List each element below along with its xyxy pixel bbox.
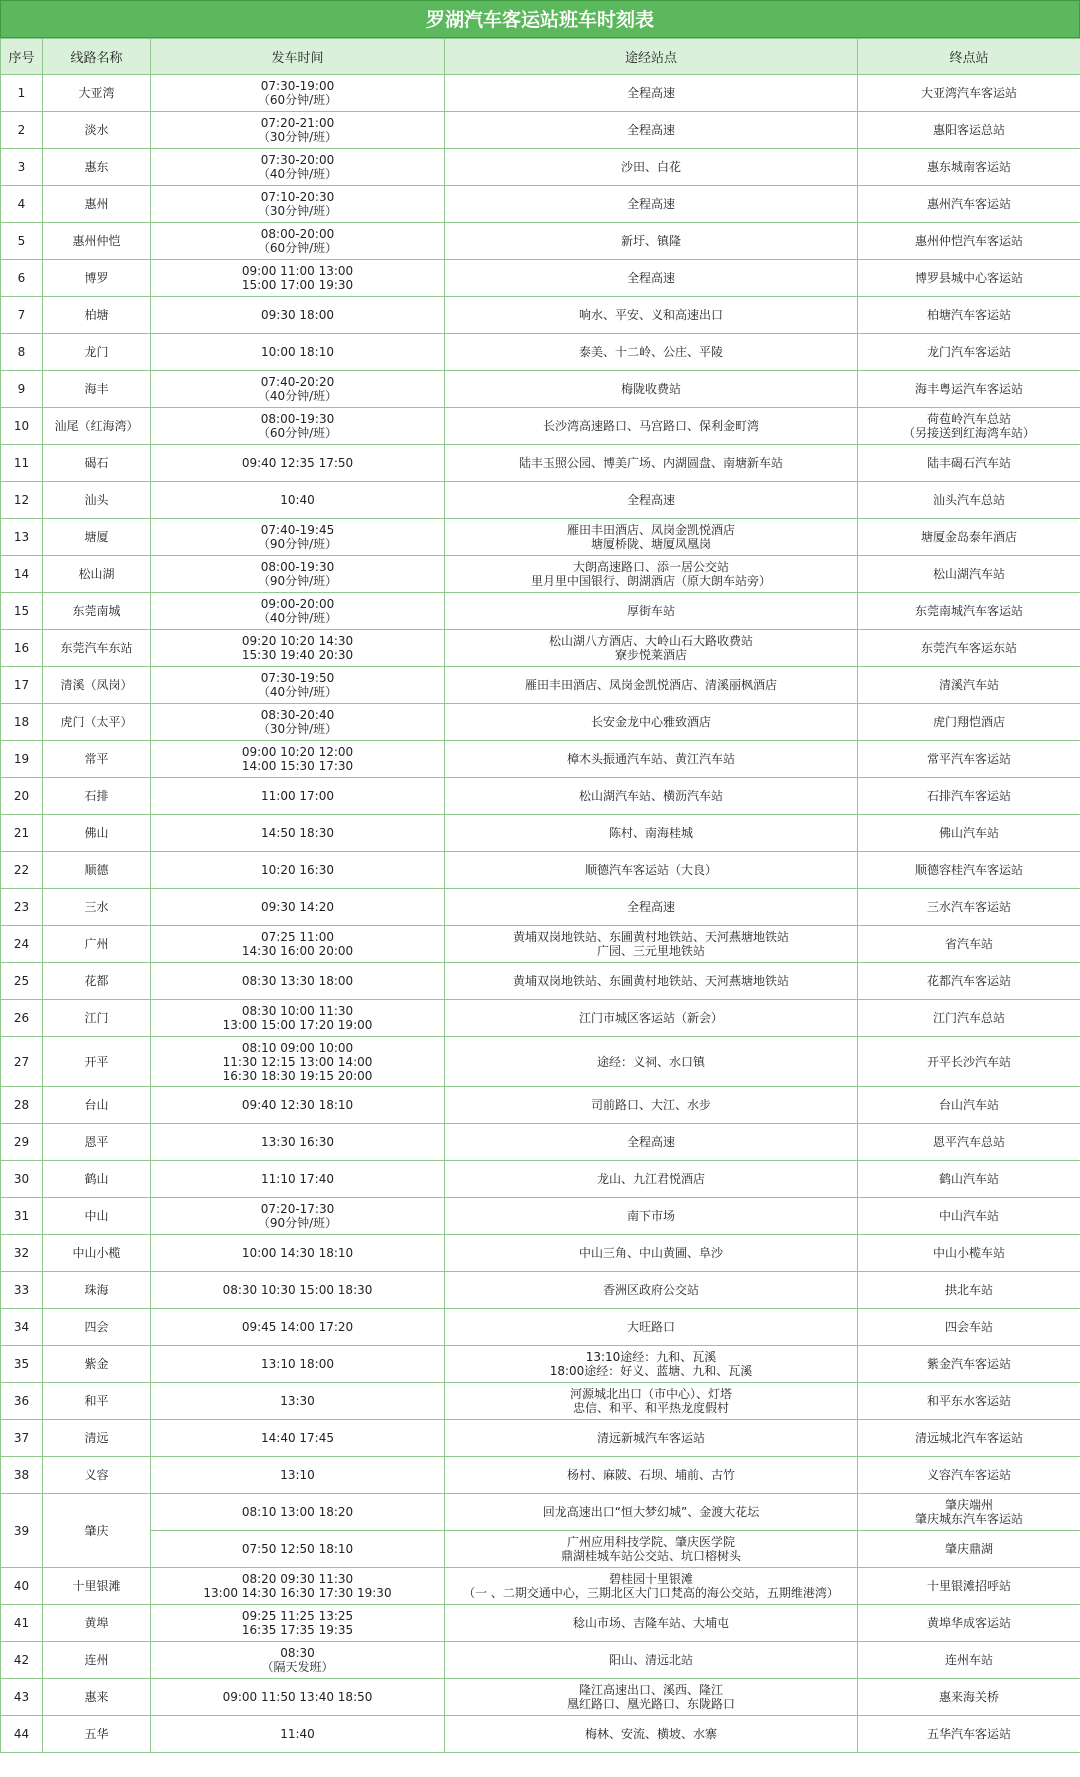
cell-route-name: 虎门（太平）: [43, 704, 151, 741]
cell-terminal: 常平汽车客运站: [858, 741, 1080, 778]
cell-no: 2: [1, 112, 43, 149]
table-row: [1, 1198, 1080, 1235]
cell-route-name: 龙门: [43, 334, 151, 371]
table-row: [1, 704, 1080, 741]
cell-terminal: 三水汽车客运站: [858, 889, 1080, 926]
cell-route-name: 开平: [43, 1037, 151, 1087]
table-row: [1, 186, 1080, 223]
cell-no: 35: [1, 1346, 43, 1383]
cell-via-stops: 雁田丰田酒店、凤岗金凯悦酒店、清溪丽枫酒店: [445, 667, 858, 704]
table-row: [1, 852, 1080, 889]
cell-route-name: 中山: [43, 1198, 151, 1235]
cell-departure-time: 07:30-20:00 （40分钟/班）: [151, 149, 445, 186]
cell-via-stops: 松山湖八方酒店、大岭山石大路收费站 寮步悦莱酒店: [445, 630, 858, 667]
cell-terminal: 柏塘汽车客运站: [858, 297, 1080, 334]
cell-terminal: 肇庆端州 肇庆城东汽车客运站: [858, 1494, 1080, 1531]
table-row: [1, 1605, 1080, 1642]
page-title: 罗湖汽车客运站班车时刻表: [0, 0, 1080, 38]
cell-departure-time: 08:00-19:30 （90分钟/班）: [151, 556, 445, 593]
cell-no: 20: [1, 778, 43, 815]
cell-departure-time: 07:20-21:00 （30分钟/班）: [151, 112, 445, 149]
table-row: [1, 297, 1080, 334]
cell-terminal: 开平长沙汽车站: [858, 1037, 1080, 1087]
table-row: [1, 408, 1080, 445]
cell-departure-time: 13:10 18:00: [151, 1346, 445, 1383]
cell-departure-time: 10:40: [151, 482, 445, 519]
cell-terminal: 拱北车站: [858, 1272, 1080, 1309]
cell-departure-time: 07:10-20:30 （30分钟/班）: [151, 186, 445, 223]
cell-terminal: 汕头汽车总站: [858, 482, 1080, 519]
cell-via-stops: 梅陇收费站: [445, 371, 858, 408]
table-row: [1, 1235, 1080, 1272]
cell-no: 32: [1, 1235, 43, 1272]
cell-no: 9: [1, 371, 43, 408]
header-row: [1, 39, 1080, 75]
cell-via-stops: 稔山市场、吉隆车站、大埔屯: [445, 1605, 858, 1642]
cell-terminal: 黄埠华成客运站: [858, 1605, 1080, 1642]
cell-terminal: 肇庆鼎湖: [858, 1531, 1080, 1568]
table-row: [1, 630, 1080, 667]
cell-route-name: 顺德: [43, 852, 151, 889]
cell-no: 33: [1, 1272, 43, 1309]
cell-terminal: 恩平汽车总站: [858, 1124, 1080, 1161]
cell-departure-time: 13:30 16:30: [151, 1124, 445, 1161]
cell-departure-time: 07:20-17:30 （90分钟/班）: [151, 1198, 445, 1235]
cell-no: 13: [1, 519, 43, 556]
cell-departure-time: 08:30 10:30 15:00 18:30: [151, 1272, 445, 1309]
cell-departure-time: 09:30 18:00: [151, 297, 445, 334]
table-row: [1, 1000, 1080, 1037]
cell-no: 29: [1, 1124, 43, 1161]
cell-via-stops: 全程高速: [445, 889, 858, 926]
table-row: [1, 482, 1080, 519]
cell-route-name: 黄埠: [43, 1605, 151, 1642]
cell-terminal: 塘厦金岛泰年酒店: [858, 519, 1080, 556]
cell-via-stops: 河源城北出口（市中心）、灯塔 忠信、和平、和平热龙度假村: [445, 1383, 858, 1420]
cell-route-name: 五华: [43, 1716, 151, 1753]
table-row: [1, 149, 1080, 186]
cell-no: 11: [1, 445, 43, 482]
cell-no: 16: [1, 630, 43, 667]
cell-no: 28: [1, 1087, 43, 1124]
cell-route-name: 紫金: [43, 1346, 151, 1383]
cell-via-stops: 新圩、镇隆: [445, 223, 858, 260]
header-route: 线路名称: [43, 39, 151, 75]
cell-route-name: 珠海: [43, 1272, 151, 1309]
cell-departure-time: 08:30 13:30 18:00: [151, 963, 445, 1000]
cell-via-stops: 泰美、十二岭、公庄、平陵: [445, 334, 858, 371]
cell-route-name: 清溪（凤岗）: [43, 667, 151, 704]
cell-terminal: 海丰粤运汽车客运站: [858, 371, 1080, 408]
table-row: [1, 889, 1080, 926]
cell-departure-time: 08:20 09:30 11:30 13:00 14:30 16:30 17:30 19:30: [151, 1568, 445, 1605]
cell-via-stops: 樟木头振通汽车站、黄江汽车站: [445, 741, 858, 778]
cell-route-name: 佛山: [43, 815, 151, 852]
cell-terminal: 石排汽车客运站: [858, 778, 1080, 815]
cell-route-name: 石排: [43, 778, 151, 815]
cell-route-name: 台山: [43, 1087, 151, 1124]
cell-route-name: 花都: [43, 963, 151, 1000]
table-row: [1, 667, 1080, 704]
table-row: [1, 1272, 1080, 1309]
cell-route-name: 淡水: [43, 112, 151, 149]
table-row: [1, 223, 1080, 260]
table-row: [1, 1494, 1080, 1531]
cell-via-stops: 松山湖汽车站、横沥汽车站: [445, 778, 858, 815]
header-via: 途经站点: [445, 39, 858, 75]
cell-departure-time: 08:10 09:00 10:00 11:30 12:15 13:00 14:00 16:30 18:30 19:15 20:00: [151, 1037, 445, 1087]
cell-no: 7: [1, 297, 43, 334]
cell-route-name: 三水: [43, 889, 151, 926]
cell-no: 27: [1, 1037, 43, 1087]
cell-terminal: 佛山汽车站: [858, 815, 1080, 852]
cell-no: 25: [1, 963, 43, 1000]
cell-route-name: 柏塘: [43, 297, 151, 334]
cell-terminal: 台山汽车站: [858, 1087, 1080, 1124]
cell-via-stops: 大朗高速路口、添一居公交站 里月里中国银行、朗湖酒店（原大朗车站旁）: [445, 556, 858, 593]
table-row: [1, 556, 1080, 593]
cell-departure-time: 14:50 18:30: [151, 815, 445, 852]
table-row: [1, 1420, 1080, 1457]
cell-departure-time: 08:00-20:00 （60分钟/班）: [151, 223, 445, 260]
cell-route-name: 博罗: [43, 260, 151, 297]
table-row: [1, 1346, 1080, 1383]
table-row: [1, 1161, 1080, 1198]
cell-via-stops: 大旺路口: [445, 1309, 858, 1346]
cell-terminal: 花都汽车客运站: [858, 963, 1080, 1000]
cell-via-stops: 长安金龙中心雅致酒店: [445, 704, 858, 741]
table-row: [1, 112, 1080, 149]
cell-departure-time: 08:00-19:30 （60分钟/班）: [151, 408, 445, 445]
cell-departure-time: 09:00 10:20 12:00 14:00 15:30 17:30: [151, 741, 445, 778]
cell-departure-time: 07:30-19:00 （60分钟/班）: [151, 75, 445, 112]
cell-no: 6: [1, 260, 43, 297]
cell-departure-time: 11:40: [151, 1716, 445, 1753]
cell-terminal: 惠东城南客运站: [858, 149, 1080, 186]
cell-no: 26: [1, 1000, 43, 1037]
cell-route-name: 中山小榄: [43, 1235, 151, 1272]
header-dest: 终点站: [858, 39, 1080, 75]
cell-route-name: 义容: [43, 1457, 151, 1494]
cell-route-name: 连州: [43, 1642, 151, 1679]
cell-via-stops: 回龙高速出口“恒大梦幻城”、金渡大花坛: [445, 1494, 858, 1531]
cell-departure-time: 10:20 16:30: [151, 852, 445, 889]
cell-route-name: 汕头: [43, 482, 151, 519]
table-row: [1, 260, 1080, 297]
cell-via-stops: 顺德汽车客运站（大良）: [445, 852, 858, 889]
cell-via-stops: 江门市城区客运站（新会）: [445, 1000, 858, 1037]
cell-departure-time: 09:40 12:35 17:50: [151, 445, 445, 482]
cell-route-name: 大亚湾: [43, 75, 151, 112]
cell-route-name: 惠东: [43, 149, 151, 186]
cell-departure-time: 07:40-20:20 （40分钟/班）: [151, 371, 445, 408]
cell-terminal: 中山汽车站: [858, 1198, 1080, 1235]
cell-via-stops: 陈村、南海桂城: [445, 815, 858, 852]
cell-route-name: 和平: [43, 1383, 151, 1420]
table-row: [1, 1642, 1080, 1679]
cell-no: 17: [1, 667, 43, 704]
cell-via-stops: 阳山、清远北站: [445, 1642, 858, 1679]
cell-no: 4: [1, 186, 43, 223]
cell-departure-time: 09:00 11:00 13:00 15:00 17:00 19:30: [151, 260, 445, 297]
cell-via-stops: 响水、平安、义和高速出口: [445, 297, 858, 334]
cell-no: 44: [1, 1716, 43, 1753]
table-row: [1, 1037, 1080, 1087]
cell-via-stops: 途经：义祠、水口镇: [445, 1037, 858, 1087]
cell-via-stops: 雁田丰田酒店、凤岗金凯悦酒店 塘厦桥陇、塘厦凤凰岗: [445, 519, 858, 556]
cell-via-stops: 全程高速: [445, 75, 858, 112]
header-no: 序号: [1, 39, 43, 75]
cell-no: 5: [1, 223, 43, 260]
cell-route-name: 惠来: [43, 1679, 151, 1716]
cell-route-name: 肇庆: [43, 1494, 151, 1568]
cell-no: 38: [1, 1457, 43, 1494]
cell-no: 3: [1, 149, 43, 186]
table-row: [1, 815, 1080, 852]
cell-terminal: 惠州仲恺汽车客运站: [858, 223, 1080, 260]
cell-departure-time: 07:25 11:00 14:30 16:00 20:00: [151, 926, 445, 963]
table-row: [1, 1716, 1080, 1753]
cell-terminal: 博罗县城中心客运站: [858, 260, 1080, 297]
cell-via-stops: 沙田、白花: [445, 149, 858, 186]
cell-via-stops: 厚街车站: [445, 593, 858, 630]
table-row: [1, 741, 1080, 778]
cell-via-stops: 梅林、安流、横坡、水寨: [445, 1716, 858, 1753]
cell-via-stops: 全程高速: [445, 260, 858, 297]
table-row: [1, 519, 1080, 556]
cell-no: 40: [1, 1568, 43, 1605]
cell-no: 37: [1, 1420, 43, 1457]
cell-terminal: 惠来海关桥: [858, 1679, 1080, 1716]
cell-departure-time: 09:40 12:30 18:10: [151, 1087, 445, 1124]
cell-departure-time: 07:40-19:45 （90分钟/班）: [151, 519, 445, 556]
cell-terminal: 松山湖汽车站: [858, 556, 1080, 593]
cell-terminal: 惠州汽车客运站: [858, 186, 1080, 223]
cell-no: 41: [1, 1605, 43, 1642]
table-body: [1, 75, 1080, 1753]
cell-departure-time: 13:10: [151, 1457, 445, 1494]
cell-terminal: 紫金汽车客运站: [858, 1346, 1080, 1383]
cell-terminal: 四会车站: [858, 1309, 1080, 1346]
cell-route-name: 江门: [43, 1000, 151, 1037]
cell-via-stops: 杨村、麻陂、石坝、埔前、古竹: [445, 1457, 858, 1494]
cell-via-stops: 长沙湾高速路口、马宫路口、保利金町湾: [445, 408, 858, 445]
cell-terminal: 鹤山汽车站: [858, 1161, 1080, 1198]
cell-route-name: 四会: [43, 1309, 151, 1346]
table-row: [1, 1124, 1080, 1161]
cell-route-name: 恩平: [43, 1124, 151, 1161]
cell-terminal: 中山小榄车站: [858, 1235, 1080, 1272]
cell-no: 31: [1, 1198, 43, 1235]
schedule-table: [0, 38, 1080, 1753]
cell-route-name: 广州: [43, 926, 151, 963]
cell-departure-time: 10:00 14:30 18:10: [151, 1235, 445, 1272]
cell-terminal: 大亚湾汽车客运站: [858, 75, 1080, 112]
cell-no: 34: [1, 1309, 43, 1346]
cell-route-name: 常平: [43, 741, 151, 778]
cell-no: 12: [1, 482, 43, 519]
cell-via-stops: 全程高速: [445, 482, 858, 519]
table-row: [1, 1383, 1080, 1420]
cell-via-stops: 黄埔双岗地铁站、东圃黄村地铁站、天河燕塘地铁站: [445, 963, 858, 1000]
cell-via-stops: 龙山、九江君悦酒店: [445, 1161, 858, 1198]
cell-no: 30: [1, 1161, 43, 1198]
table-row: [1, 1087, 1080, 1124]
cell-terminal: 龙门汽车客运站: [858, 334, 1080, 371]
cell-via-stops: 全程高速: [445, 1124, 858, 1161]
cell-departure-time: 09:20 10:20 14:30 15:30 19:40 20:30: [151, 630, 445, 667]
cell-no: 18: [1, 704, 43, 741]
cell-via-stops: 南下市场: [445, 1198, 858, 1235]
cell-departure-time: 14:40 17:45: [151, 1420, 445, 1457]
cell-route-name: 东莞南城: [43, 593, 151, 630]
cell-terminal: 东莞南城汽车客运站: [858, 593, 1080, 630]
cell-departure-time: 09:25 11:25 13:25 16:35 17:35 19:35: [151, 1605, 445, 1642]
cell-route-name: 清远: [43, 1420, 151, 1457]
table-row: [1, 75, 1080, 112]
cell-via-stops: 黄埔双岗地铁站、东圃黄村地铁站、天河燕塘地铁站 广园、三元里地铁站: [445, 926, 858, 963]
cell-route-name: 松山湖: [43, 556, 151, 593]
cell-no: 10: [1, 408, 43, 445]
cell-route-name: 汕尾（红海湾）: [43, 408, 151, 445]
cell-route-name: 塘厦: [43, 519, 151, 556]
cell-departure-time: 07:30-19:50 （40分钟/班）: [151, 667, 445, 704]
table-row: [1, 926, 1080, 963]
cell-via-stops: 碧桂园十里银滩 （一 、二期交通中心，三期北区大门口梵高的海公交站，五期维港湾）: [445, 1568, 858, 1605]
cell-no: 14: [1, 556, 43, 593]
cell-via-stops: 司前路口、大江、水步: [445, 1087, 858, 1124]
cell-via-stops: 陆丰玉照公园、博美广场、内湖圆盘、南塘新车站: [445, 445, 858, 482]
cell-terminal: 省汽车站: [858, 926, 1080, 963]
cell-departure-time: 08:30 10:00 11:30 13:00 15:00 17:20 19:00: [151, 1000, 445, 1037]
cell-departure-time: 08:30 （隔天发班）: [151, 1642, 445, 1679]
cell-no: 19: [1, 741, 43, 778]
cell-via-stops: 清远新城汽车客运站: [445, 1420, 858, 1457]
cell-no: 36: [1, 1383, 43, 1420]
cell-terminal: 五华汽车客运站: [858, 1716, 1080, 1753]
cell-terminal: 连州车站: [858, 1642, 1080, 1679]
cell-route-name: 惠州: [43, 186, 151, 223]
table-row: [1, 1309, 1080, 1346]
cell-terminal: 江门汽车总站: [858, 1000, 1080, 1037]
cell-no: 42: [1, 1642, 43, 1679]
cell-via-stops: 中山三角、中山黄圃、阜沙: [445, 1235, 858, 1272]
table-row: [1, 1531, 1080, 1568]
cell-no: 23: [1, 889, 43, 926]
cell-departure-time: 09:30 14:20: [151, 889, 445, 926]
cell-route-name: 海丰: [43, 371, 151, 408]
cell-departure-time: 08:10 13:00 18:20: [151, 1494, 445, 1531]
cell-terminal: 义容汽车客运站: [858, 1457, 1080, 1494]
cell-no: 22: [1, 852, 43, 889]
cell-terminal: 清远城北汽车客运站: [858, 1420, 1080, 1457]
cell-departure-time: 11:00 17:00: [151, 778, 445, 815]
cell-departure-time: 13:30: [151, 1383, 445, 1420]
cell-via-stops: 全程高速: [445, 112, 858, 149]
cell-departure-time: 10:00 18:10: [151, 334, 445, 371]
cell-departure-time: 07:50 12:50 18:10: [151, 1531, 445, 1568]
cell-departure-time: 11:10 17:40: [151, 1161, 445, 1198]
table-row: [1, 1568, 1080, 1605]
cell-terminal: 陆丰碣石汽车站: [858, 445, 1080, 482]
cell-terminal: 和平东水客运站: [858, 1383, 1080, 1420]
cell-route-name: 十里银滩: [43, 1568, 151, 1605]
table-row: [1, 963, 1080, 1000]
cell-no: 24: [1, 926, 43, 963]
cell-via-stops: 全程高速: [445, 186, 858, 223]
cell-departure-time: 08:30-20:40 （30分钟/班）: [151, 704, 445, 741]
cell-route-name: 鹤山: [43, 1161, 151, 1198]
cell-no: 1: [1, 75, 43, 112]
cell-route-name: 东莞汽车东站: [43, 630, 151, 667]
cell-terminal: 荷苞岭汽车总站 （另接送到红海湾车站）: [858, 408, 1080, 445]
header-time: 发车时间: [151, 39, 445, 75]
cell-terminal: 顺德容桂汽车客运站: [858, 852, 1080, 889]
cell-route-name: 惠州仲恺: [43, 223, 151, 260]
table-row: [1, 445, 1080, 482]
cell-terminal: 东莞汽车客运东站: [858, 630, 1080, 667]
table-row: [1, 371, 1080, 408]
cell-departure-time: 09:00-20:00 （40分钟/班）: [151, 593, 445, 630]
cell-no: 21: [1, 815, 43, 852]
cell-terminal: 虎门翔恺酒店: [858, 704, 1080, 741]
cell-terminal: 十里银滩招呼站: [858, 1568, 1080, 1605]
table-row: [1, 1457, 1080, 1494]
table-row: [1, 778, 1080, 815]
table-row: [1, 1679, 1080, 1716]
cell-departure-time: 09:45 14:00 17:20: [151, 1309, 445, 1346]
table-row: [1, 334, 1080, 371]
cell-departure-time: 09:00 11:50 13:40 18:50: [151, 1679, 445, 1716]
cell-no: 39: [1, 1494, 43, 1568]
cell-route-name: 碣石: [43, 445, 151, 482]
cell-no: 8: [1, 334, 43, 371]
cell-no: 43: [1, 1679, 43, 1716]
cell-via-stops: 隆江高速出口、溪西、隆江 凰红路口、凰光路口、东陇路口: [445, 1679, 858, 1716]
cell-via-stops: 香洲区政府公交站: [445, 1272, 858, 1309]
cell-no: 15: [1, 593, 43, 630]
cell-terminal: 惠阳客运总站: [858, 112, 1080, 149]
cell-via-stops: 13:10途经：九和、瓦溪 18:00途经：好义、蓝塘、九和、瓦溪: [445, 1346, 858, 1383]
cell-terminal: 清溪汽车站: [858, 667, 1080, 704]
table-row: [1, 593, 1080, 630]
cell-via-stops: 广州应用科技学院、肇庆医学院 鼎湖桂城车站公交站、坑口榕树头: [445, 1531, 858, 1568]
